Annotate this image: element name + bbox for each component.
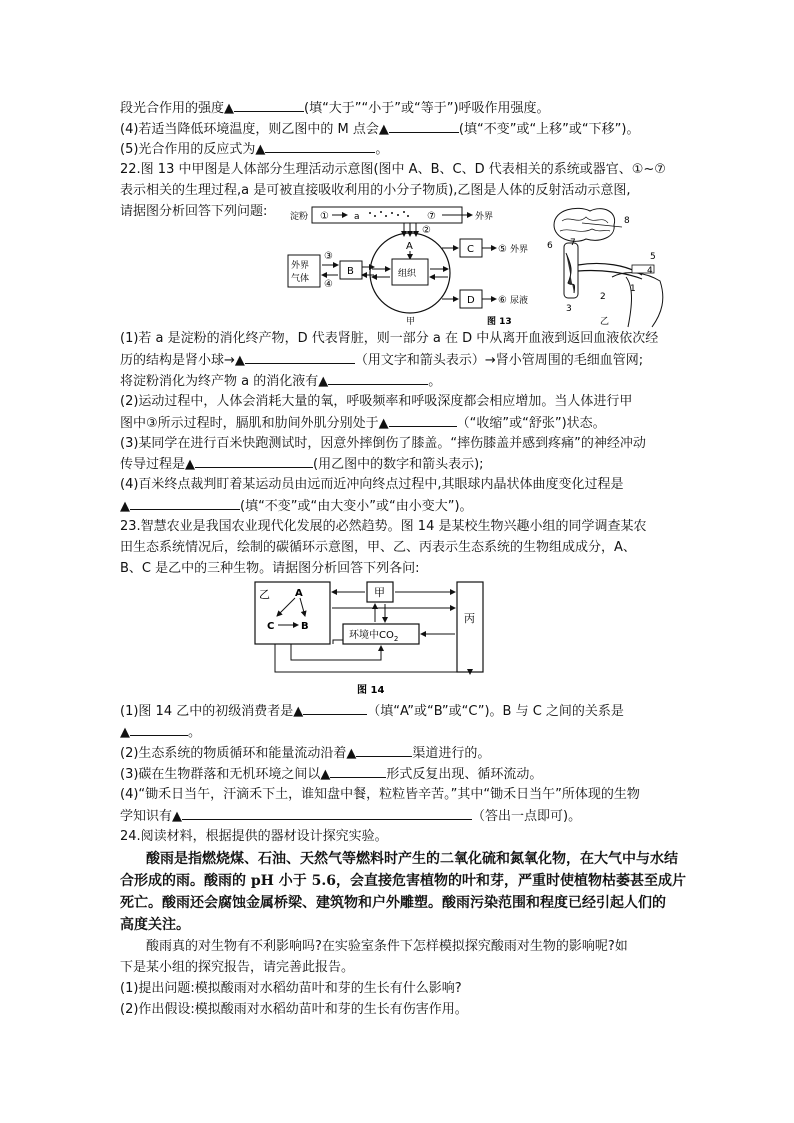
answer-blank[interactable] xyxy=(389,414,457,427)
q23-2-line: (2)生态系统的物质循环和能量流动沿着▲ 渠道进行的。 xyxy=(120,746,491,761)
q22-4-line1: (4)百米终点裁判盯着某运动员由远而近冲向终点过程中,其眼球内晶状体曲度变化过程是 xyxy=(120,477,624,492)
label-yi-box: 乙 xyxy=(259,588,270,601)
q24-stem: 24.阅读材料，根据提供的器材设计探究实验。 xyxy=(120,829,388,844)
label-urine: 尿液 xyxy=(510,296,529,306)
yi-label-7: 7 xyxy=(570,238,576,248)
label-bing-box: 丙 xyxy=(464,612,475,625)
label-outside-air: 外界 xyxy=(291,261,310,271)
material-line-1: 酸雨是指燃烧煤、石油、天然气等燃料时产生的二氧化硫和氮氧化物，在大气中与水结 xyxy=(146,851,678,867)
figure-14 xyxy=(245,578,490,700)
answer-blank[interactable] xyxy=(234,99,304,112)
line-q21-4: (4)若适当降低环境温度，则乙图中的 M 点会▲ (填“不变”或“上移”或“下移”)。 xyxy=(120,122,640,137)
q22-2-line2: 图中③所示过程时，膈肌和肋间外肌分别处于▲ （“收缩”或“舒张”)状态。 xyxy=(120,416,606,431)
q22-1-line1: (1)若 a 是淀粉的消化终产物，D 代表肾脏，则一部分 a 在 D 中从离开血液到返回血液依次经 xyxy=(120,331,659,346)
label-C: C xyxy=(467,244,474,255)
q23-stem-3: B、C 是乙中的三种生物。请据图分析回答下列各问: xyxy=(120,561,420,576)
label-C-14: C xyxy=(267,621,275,632)
label-jia: 甲 xyxy=(406,317,416,327)
yi-label-5: 5 xyxy=(650,252,656,262)
label-jia-box: 甲 xyxy=(374,586,385,599)
label-A: A xyxy=(406,241,413,252)
q23-stem-1: 23.智慧农业是我国农业现代化发展的必然趋势。图 14 是某校生物兴趣小组的同学调查某农 xyxy=(120,519,647,534)
answer-blank[interactable] xyxy=(265,140,375,153)
q23-stem-2: 田生态系统情况后，绘制的碳循环示意图，甲、乙、丙表示生态系统的生物组成成分，A、 xyxy=(120,540,636,555)
q23-4-line2: 学知识有▲ （答出一点即可)。 xyxy=(120,809,582,824)
q22-3-line2: 传导过程是▲ (用乙图中的数字和箭头表示); xyxy=(120,457,484,472)
yi-label-4: 4 xyxy=(647,266,653,276)
label-outside-right: 外界 xyxy=(510,245,529,255)
q23-4-line1: (4)“锄禾日当午，汗滴禾下土，谁知盘中餐，粒粒皆辛苦。”其中“锄禾日当午”所体现的生物 xyxy=(120,787,640,802)
brain-icon xyxy=(554,208,615,241)
label-n2: ② xyxy=(422,225,431,236)
label-B: B xyxy=(347,266,354,277)
label-n6: ⑥ xyxy=(498,295,507,306)
answer-blank[interactable] xyxy=(182,807,472,820)
material-line-2: 合形成的雨。酸雨的 pH 小于 5.6，会直接危害植物的叶和芽，严重时使植物枯萎甚至成片 xyxy=(120,873,686,889)
q22-stem-1: 22.图 13 中甲图是人体部分生理活动示意图(图中 A、B、C、D 代表相关的系统或器官、①~⑦ xyxy=(120,162,666,177)
yi-label-1: 1 xyxy=(630,284,636,294)
label-n7: ⑦ xyxy=(427,211,436,222)
label-yi: 乙 xyxy=(600,317,610,327)
answer-blank[interactable] xyxy=(328,372,428,385)
label-gas: 气体 xyxy=(291,274,310,284)
label-n3: ③ xyxy=(324,251,333,262)
label-starch: 淀粉 xyxy=(290,212,309,222)
answer-blank[interactable] xyxy=(356,744,412,757)
q23-1-line1: (1)图 14 乙中的初级消费者是▲ （填“A”或“B”或“C”)。B 与 C 之间的关系是 xyxy=(120,704,624,719)
answer-blank[interactable] xyxy=(389,120,459,133)
material-line-3: 死亡。酸雨还会腐蚀金属桥梁、建筑物和户外雕塑。酸雨污染范围和程度已经引起人们的 xyxy=(120,895,666,911)
answer-blank[interactable] xyxy=(303,702,367,715)
line-q21-3: 段光合作用的强度▲ (填“大于”“小于”或“等于”)呼吸作用强度。 xyxy=(120,101,550,116)
label-B-14: B xyxy=(301,621,309,632)
material-line-4: 高度关注。 xyxy=(120,917,190,933)
label-n4: ④ xyxy=(324,279,333,290)
answer-blank[interactable] xyxy=(130,497,240,510)
yi-label-3: 3 xyxy=(566,304,572,314)
reflex-diagram xyxy=(547,208,663,327)
report-line-4: (2)作出假设:模拟酸雨对水稻幼苗叶和芽的生长有伤害作用。 xyxy=(120,1002,468,1017)
answer-blank[interactable] xyxy=(195,455,313,468)
yi-label-6: 6 xyxy=(547,241,553,251)
q22-1-line3: 将淀粉消化为终产物 a 的消化液有▲ 。 xyxy=(120,374,442,389)
answer-blank[interactable] xyxy=(130,723,188,736)
answer-blank[interactable] xyxy=(330,765,386,778)
label-env: 环境中$CO_2$ xyxy=(349,630,399,643)
q22-1-line2: 历的结构是肾小球→▲ （用文字和箭头表示）→肾小管周围的毛细血管网; xyxy=(120,353,644,368)
report-line-3: (1)提出问题:模拟酸雨对水稻幼苗叶和芽的生长有什么影响? xyxy=(120,981,462,996)
yi-label-2: 2 xyxy=(600,292,606,302)
q22-2-line1: (2)运动过程中，人体会消耗大量的氧，呼吸频率和呼吸深度都会相应增加。当人体进行甲 xyxy=(120,394,633,409)
q22-3-line1: (3)某同学在进行百米快跑测试时，因意外摔倒伤了膝盖。“摔伤膝盖并感到疼痛”的神经冲动 xyxy=(120,436,646,451)
label-outside-top: 外界 xyxy=(475,212,494,222)
q23-3-line: (3)碳在生物群落和无机环境之间以▲ 形式反复出现、循环流动。 xyxy=(120,767,543,782)
q22-stem-3: 请据图分析回答下列问题: xyxy=(120,204,268,219)
report-line-2: 下是某小组的探究报告，请完善此报告。 xyxy=(120,960,355,975)
label-A-14: A xyxy=(295,588,303,599)
line-q21-5: (5)光合作用的反应式为▲ 。 xyxy=(120,142,389,157)
label-a: a xyxy=(354,212,360,222)
label-n1: ① xyxy=(320,211,329,222)
label-n5: ⑤ xyxy=(498,244,507,255)
figure-14-caption: 图 14 xyxy=(357,685,385,696)
label-tissue: 组织 xyxy=(398,269,417,279)
answer-blank[interactable] xyxy=(245,351,355,364)
report-line-1: 酸雨真的对生物有不利影响吗?在实验室条件下怎样模拟探究酸雨对生物的影响呢?如 xyxy=(146,939,628,954)
q23-1-line2: ▲ 。 xyxy=(120,725,202,740)
figure-13 xyxy=(282,203,682,328)
yi-label-8: 8 xyxy=(624,216,630,226)
figure-13-caption: 图 13 xyxy=(487,317,512,327)
box-bing xyxy=(457,582,483,672)
label-D: D xyxy=(467,295,475,306)
q22-4-line2: ▲ (填“不变”或“由大变小”或“由小变大”)。 xyxy=(120,499,473,514)
q22-stem-2: 表示相关的生理过程,a 是可被直接吸收利用的小分子物质),乙图是人体的反射活动示意图, xyxy=(120,183,631,198)
